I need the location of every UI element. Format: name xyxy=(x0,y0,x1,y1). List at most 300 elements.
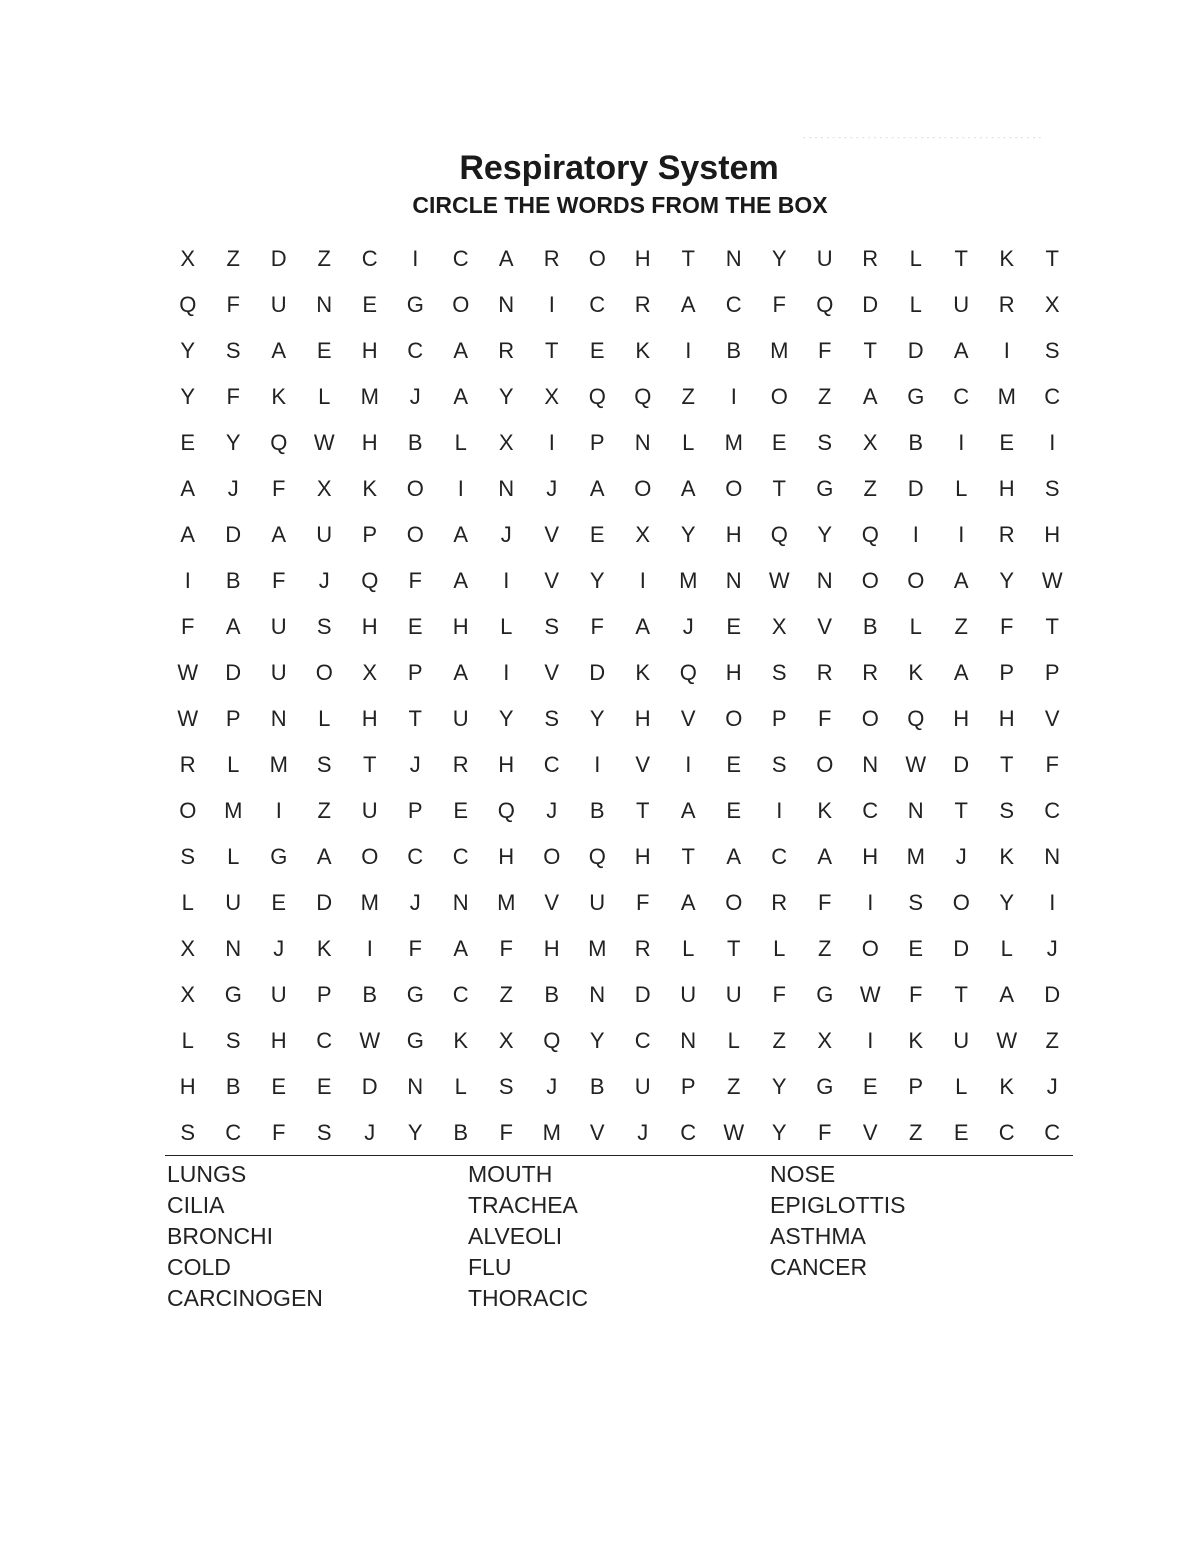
grid-letter[interactable]: F xyxy=(499,1120,513,1145)
grid-letter[interactable]: W xyxy=(359,1028,381,1053)
grid-letter[interactable]: V xyxy=(680,706,696,731)
grid-letter[interactable]: K xyxy=(908,1028,924,1053)
grid-letter[interactable]: O xyxy=(406,522,424,547)
grid-letter[interactable]: F xyxy=(818,706,832,731)
grid-letter[interactable]: P xyxy=(407,660,423,685)
grid-letter[interactable]: L xyxy=(318,706,331,731)
grid-letter[interactable]: H xyxy=(862,844,879,869)
grid-letter[interactable]: W xyxy=(905,752,927,777)
grid-letter[interactable]: H xyxy=(998,476,1015,501)
grid-letter[interactable]: N xyxy=(225,936,242,961)
grid-letter[interactable]: U xyxy=(225,890,242,915)
grid-letter[interactable]: L xyxy=(682,936,695,961)
grid-letter[interactable]: Q xyxy=(770,522,788,547)
grid-letter[interactable]: H xyxy=(179,1074,196,1099)
grid-letter[interactable]: H xyxy=(361,614,378,639)
grid-letter[interactable]: G xyxy=(907,384,925,409)
grid-letter[interactable]: L xyxy=(773,936,786,961)
grid-letter[interactable]: U xyxy=(270,660,287,685)
grid-letter[interactable]: O xyxy=(816,752,834,777)
grid-letter[interactable]: F xyxy=(272,476,286,501)
grid-letter[interactable]: U xyxy=(270,982,287,1007)
grid-letter[interactable]: L xyxy=(909,292,922,317)
grid-letter[interactable]: Q xyxy=(270,430,288,455)
grid-letter[interactable]: C xyxy=(634,1028,651,1053)
grid-letter[interactable]: T xyxy=(954,246,968,271)
grid-letter[interactable]: X xyxy=(771,614,787,639)
grid-letter[interactable]: X xyxy=(544,384,560,409)
grid-letter[interactable]: X xyxy=(862,430,878,455)
grid-letter[interactable]: G xyxy=(816,476,834,501)
grid-letter[interactable]: M xyxy=(770,338,789,363)
grid-letter[interactable]: Y xyxy=(498,706,514,731)
grid-letter[interactable]: C xyxy=(407,844,424,869)
grid-letter[interactable]: H xyxy=(725,522,742,547)
grid-letter[interactable]: P xyxy=(225,706,241,731)
grid-letter[interactable]: F xyxy=(408,936,422,961)
grid-letter[interactable]: S xyxy=(771,660,787,685)
grid-letter[interactable]: E xyxy=(726,798,742,823)
grid-letter[interactable]: Z xyxy=(863,476,877,501)
grid-letter[interactable]: D xyxy=(953,936,970,961)
grid-letter[interactable]: W xyxy=(723,1120,745,1145)
grid-letter[interactable]: K xyxy=(635,338,651,363)
grid-letter[interactable]: A xyxy=(453,522,469,547)
grid-letter[interactable]: H xyxy=(361,706,378,731)
grid-letter[interactable]: Q xyxy=(816,292,834,317)
grid-letter[interactable]: F xyxy=(772,292,786,317)
grid-letter[interactable]: X xyxy=(362,660,378,685)
grid-letter[interactable]: T xyxy=(681,844,695,869)
grid-letter[interactable]: Z xyxy=(727,1074,741,1099)
grid-letter[interactable]: S xyxy=(225,1028,241,1053)
grid-letter[interactable]: D xyxy=(1044,982,1061,1007)
grid-letter[interactable]: I xyxy=(457,476,464,501)
grid-letter[interactable]: T xyxy=(363,752,377,777)
grid-letter[interactable]: X xyxy=(498,1028,514,1053)
grid-letter[interactable]: D xyxy=(862,292,879,317)
grid-letter[interactable]: A xyxy=(589,476,605,501)
grid-letter[interactable]: G xyxy=(270,844,288,869)
grid-letter[interactable]: L xyxy=(500,614,513,639)
grid-letter[interactable]: Y xyxy=(771,246,787,271)
grid-letter[interactable]: A xyxy=(453,660,469,685)
grid-letter[interactable]: H xyxy=(634,844,651,869)
grid-letter[interactable]: B xyxy=(225,568,241,593)
grid-letter[interactable]: J xyxy=(364,1120,376,1145)
grid-letter[interactable]: L xyxy=(454,430,467,455)
grid-letter[interactable]: V xyxy=(544,568,560,593)
grid-letter[interactable]: X xyxy=(817,1028,833,1053)
grid-letter[interactable]: Q xyxy=(907,706,925,731)
grid-letter[interactable]: Q xyxy=(861,522,879,547)
grid-letter[interactable]: V xyxy=(1044,706,1060,731)
grid-letter[interactable]: Y xyxy=(180,384,196,409)
grid-letter[interactable]: K xyxy=(999,246,1015,271)
grid-letter[interactable]: B xyxy=(862,614,878,639)
grid-letter[interactable]: U xyxy=(361,798,378,823)
grid-letter[interactable]: Y xyxy=(589,568,605,593)
grid-letter[interactable]: J xyxy=(682,614,694,639)
grid-letter[interactable]: I xyxy=(867,1028,874,1053)
grid-letter[interactable]: Q xyxy=(634,384,652,409)
grid-letter[interactable]: S xyxy=(180,844,196,869)
grid-letter[interactable]: N xyxy=(452,890,469,915)
grid-letter[interactable]: T xyxy=(408,706,422,731)
grid-letter[interactable]: V xyxy=(817,614,833,639)
grid-letter[interactable]: I xyxy=(366,936,373,961)
grid-letter[interactable]: S xyxy=(1044,338,1060,363)
grid-letter[interactable]: O xyxy=(179,798,197,823)
grid-letter[interactable]: E xyxy=(271,890,287,915)
grid-letter[interactable]: M xyxy=(588,936,607,961)
grid-letter[interactable]: I xyxy=(730,384,737,409)
grid-letter[interactable]: Z xyxy=(818,384,832,409)
grid-letter[interactable]: M xyxy=(360,890,379,915)
grid-letter[interactable]: A xyxy=(453,384,469,409)
grid-letter[interactable]: B xyxy=(589,798,605,823)
grid-letter[interactable]: C xyxy=(862,798,879,823)
grid-letter[interactable]: N xyxy=(816,568,833,593)
grid-letter[interactable]: C xyxy=(589,292,606,317)
grid-letter[interactable]: I xyxy=(867,890,874,915)
grid-letter[interactable]: Z xyxy=(818,936,832,961)
grid-letter[interactable]: A xyxy=(271,338,287,363)
grid-letter[interactable]: N xyxy=(725,568,742,593)
grid-letter[interactable]: H xyxy=(498,752,515,777)
grid-letter[interactable]: L xyxy=(1000,936,1013,961)
grid-letter[interactable]: A xyxy=(680,292,696,317)
grid-letter[interactable]: Y xyxy=(407,1120,423,1145)
grid-letter[interactable]: Y xyxy=(771,1074,787,1099)
grid-letter[interactable]: X xyxy=(180,982,196,1007)
grid-letter[interactable]: C xyxy=(998,1120,1015,1145)
grid-letter[interactable]: S xyxy=(544,706,560,731)
grid-letter[interactable]: G xyxy=(816,982,834,1007)
grid-letter[interactable]: F xyxy=(590,614,604,639)
grid-letter[interactable]: F xyxy=(181,614,195,639)
grid-letter[interactable]: A xyxy=(316,844,332,869)
grid-letter[interactable]: R xyxy=(179,752,196,777)
grid-letter[interactable]: F xyxy=(636,890,650,915)
grid-letter[interactable]: F xyxy=(226,292,240,317)
grid-letter[interactable]: L xyxy=(227,844,240,869)
grid-letter[interactable]: E xyxy=(407,614,423,639)
grid-letter[interactable]: Z xyxy=(681,384,695,409)
grid-letter[interactable]: S xyxy=(544,614,560,639)
grid-letter[interactable]: O xyxy=(452,292,470,317)
grid-letter[interactable]: O xyxy=(952,890,970,915)
grid-letter[interactable]: J xyxy=(637,1120,649,1145)
grid-letter[interactable]: D xyxy=(589,660,606,685)
grid-letter[interactable]: U xyxy=(270,614,287,639)
grid-letter[interactable]: U xyxy=(270,292,287,317)
grid-letter[interactable]: B xyxy=(726,338,742,363)
grid-letter[interactable]: K xyxy=(316,936,332,961)
grid-letter[interactable]: Q xyxy=(588,384,606,409)
grid-letter[interactable]: O xyxy=(588,246,606,271)
grid-letter[interactable]: Q xyxy=(179,292,197,317)
grid-letter[interactable]: I xyxy=(412,246,419,271)
grid-letter[interactable]: A xyxy=(180,476,196,501)
grid-letter[interactable]: I xyxy=(503,660,510,685)
grid-letter[interactable]: S xyxy=(817,430,833,455)
grid-letter[interactable]: W xyxy=(768,568,790,593)
grid-letter[interactable]: T xyxy=(954,798,968,823)
grid-letter[interactable]: C xyxy=(1044,1120,1061,1145)
grid-letter[interactable]: T xyxy=(1000,752,1014,777)
grid-letter[interactable]: S xyxy=(225,338,241,363)
grid-letter[interactable]: G xyxy=(406,292,424,317)
grid-letter[interactable]: J xyxy=(1046,936,1058,961)
grid-letter[interactable]: R xyxy=(452,752,469,777)
grid-letter[interactable]: H xyxy=(953,706,970,731)
grid-letter[interactable]: C xyxy=(361,246,378,271)
grid-letter[interactable]: O xyxy=(543,844,561,869)
grid-letter[interactable]: N xyxy=(498,476,515,501)
grid-letter[interactable]: A xyxy=(953,338,969,363)
grid-letter[interactable]: R xyxy=(998,292,1015,317)
grid-letter[interactable]: W xyxy=(177,660,199,685)
grid-letter[interactable]: W xyxy=(996,1028,1018,1053)
grid-letter[interactable]: V xyxy=(635,752,651,777)
grid-letter[interactable]: C xyxy=(316,1028,333,1053)
grid-letter[interactable]: P xyxy=(1044,660,1060,685)
grid-letter[interactable]: D xyxy=(225,522,242,547)
grid-letter[interactable]: E xyxy=(271,1074,287,1099)
grid-letter[interactable]: A xyxy=(680,890,696,915)
grid-letter[interactable]: V xyxy=(589,1120,605,1145)
grid-letter[interactable]: M xyxy=(224,798,243,823)
grid-letter[interactable]: D xyxy=(907,338,924,363)
grid-letter[interactable]: N xyxy=(589,982,606,1007)
grid-letter[interactable]: D xyxy=(316,890,333,915)
grid-letter[interactable]: B xyxy=(225,1074,241,1099)
grid-letter[interactable]: C xyxy=(452,982,469,1007)
grid-letter[interactable]: L xyxy=(955,476,968,501)
grid-letter[interactable]: F xyxy=(226,384,240,409)
grid-letter[interactable]: X xyxy=(180,936,196,961)
grid-letter[interactable]: Y xyxy=(771,1120,787,1145)
grid-letter[interactable]: I xyxy=(639,568,646,593)
grid-letter[interactable]: S xyxy=(316,752,332,777)
grid-letter[interactable]: B xyxy=(908,430,924,455)
grid-letter[interactable]: A xyxy=(453,338,469,363)
grid-letter[interactable]: M xyxy=(724,430,743,455)
grid-letter[interactable]: W xyxy=(313,430,335,455)
grid-letter[interactable]: L xyxy=(227,752,240,777)
grid-letter[interactable]: S xyxy=(771,752,787,777)
grid-letter[interactable]: A xyxy=(453,936,469,961)
grid-letter[interactable]: A xyxy=(680,798,696,823)
grid-letter[interactable]: L xyxy=(181,1028,194,1053)
grid-letter[interactable]: S xyxy=(316,1120,332,1145)
grid-letter[interactable]: R xyxy=(634,292,651,317)
grid-letter[interactable]: S xyxy=(180,1120,196,1145)
grid-letter[interactable]: D xyxy=(225,660,242,685)
grid-letter[interactable]: F xyxy=(499,936,513,961)
grid-letter[interactable]: L xyxy=(454,1074,467,1099)
grid-letter[interactable]: H xyxy=(270,1028,287,1053)
grid-letter[interactable]: J xyxy=(318,568,330,593)
grid-letter[interactable]: I xyxy=(1049,890,1056,915)
grid-letter[interactable]: L xyxy=(318,384,331,409)
grid-letter[interactable]: A xyxy=(453,568,469,593)
grid-letter[interactable]: H xyxy=(543,936,560,961)
grid-letter[interactable]: J xyxy=(409,890,421,915)
grid-letter[interactable]: R xyxy=(543,246,560,271)
grid-letter[interactable]: O xyxy=(770,384,788,409)
grid-letter[interactable]: N xyxy=(634,430,651,455)
grid-letter[interactable]: O xyxy=(315,660,333,685)
grid-letter[interactable]: U xyxy=(953,292,970,317)
grid-letter[interactable]: H xyxy=(452,614,469,639)
grid-letter[interactable]: Y xyxy=(817,522,833,547)
grid-letter[interactable]: C xyxy=(953,384,970,409)
grid-letter[interactable]: E xyxy=(316,1074,332,1099)
grid-letter[interactable]: Y xyxy=(589,1028,605,1053)
grid-letter[interactable]: R xyxy=(816,660,833,685)
grid-letter[interactable]: A xyxy=(726,844,742,869)
grid-letter[interactable]: N xyxy=(907,798,924,823)
grid-letter[interactable]: I xyxy=(958,430,965,455)
grid-letter[interactable]: T xyxy=(1045,614,1059,639)
grid-letter[interactable]: U xyxy=(816,246,833,271)
grid-letter[interactable]: A xyxy=(271,522,287,547)
grid-letter[interactable]: L xyxy=(909,614,922,639)
grid-letter[interactable]: N xyxy=(316,292,333,317)
grid-letter[interactable]: L xyxy=(727,1028,740,1053)
grid-letter[interactable]: O xyxy=(725,476,743,501)
grid-letter[interactable]: K xyxy=(817,798,833,823)
grid-letter[interactable]: Q xyxy=(361,568,379,593)
grid-letter[interactable]: O xyxy=(725,706,743,731)
grid-letter[interactable]: W xyxy=(859,982,881,1007)
grid-letter[interactable]: I xyxy=(685,338,692,363)
grid-letter[interactable]: X xyxy=(635,522,651,547)
grid-letter[interactable]: F xyxy=(818,890,832,915)
grid-letter[interactable]: M xyxy=(906,844,925,869)
grid-letter[interactable]: M xyxy=(269,752,288,777)
grid-letter[interactable]: U xyxy=(452,706,469,731)
grid-letter[interactable]: K xyxy=(271,384,287,409)
grid-letter[interactable]: I xyxy=(184,568,191,593)
grid-letter[interactable]: T xyxy=(681,246,695,271)
grid-letter[interactable]: R xyxy=(862,246,879,271)
grid-letter[interactable]: Y xyxy=(999,568,1015,593)
grid-letter[interactable]: E xyxy=(908,936,924,961)
grid-letter[interactable]: D xyxy=(270,246,287,271)
grid-letter[interactable]: N xyxy=(498,292,515,317)
grid-letter[interactable]: Z xyxy=(317,798,331,823)
grid-letter[interactable]: W xyxy=(1041,568,1063,593)
grid-letter[interactable]: H xyxy=(1044,522,1061,547)
grid-letter[interactable]: P xyxy=(407,798,423,823)
grid-letter[interactable]: Y xyxy=(498,384,514,409)
grid-letter[interactable]: C xyxy=(543,752,560,777)
grid-letter[interactable]: Z xyxy=(1045,1028,1059,1053)
grid-letter[interactable]: U xyxy=(316,522,333,547)
grid-letter[interactable]: H xyxy=(498,844,515,869)
grid-letter[interactable]: M xyxy=(497,890,516,915)
grid-letter[interactable]: C xyxy=(771,844,788,869)
grid-letter[interactable]: J xyxy=(409,752,421,777)
grid-letter[interactable]: C xyxy=(407,338,424,363)
grid-letter[interactable]: X xyxy=(316,476,332,501)
grid-letter[interactable]: P xyxy=(589,430,605,455)
grid-letter[interactable]: E xyxy=(589,338,605,363)
grid-letter[interactable]: U xyxy=(953,1028,970,1053)
grid-letter[interactable]: H xyxy=(998,706,1015,731)
grid-letter[interactable]: Q xyxy=(497,798,515,823)
grid-letter[interactable]: I xyxy=(958,522,965,547)
grid-letter[interactable]: V xyxy=(862,1120,878,1145)
grid-letter[interactable]: C xyxy=(1044,798,1061,823)
grid-letter[interactable]: D xyxy=(634,982,651,1007)
grid-letter[interactable]: A xyxy=(862,384,878,409)
grid-letter[interactable]: N xyxy=(407,1074,424,1099)
grid-letter[interactable]: E xyxy=(589,522,605,547)
grid-letter[interactable]: B xyxy=(544,982,560,1007)
grid-letter[interactable]: G xyxy=(406,982,424,1007)
grid-letter[interactable]: T xyxy=(954,982,968,1007)
grid-letter[interactable]: C xyxy=(452,246,469,271)
grid-letter[interactable]: Z xyxy=(954,614,968,639)
grid-letter[interactable]: B xyxy=(589,1074,605,1099)
grid-letter[interactable]: T xyxy=(636,798,650,823)
grid-letter[interactable]: C xyxy=(725,292,742,317)
grid-letter[interactable]: A xyxy=(953,660,969,685)
grid-letter[interactable]: N xyxy=(270,706,287,731)
grid-letter[interactable]: J xyxy=(227,476,239,501)
grid-letter[interactable]: I xyxy=(548,292,555,317)
grid-letter[interactable]: A xyxy=(817,844,833,869)
grid-letter[interactable]: B xyxy=(362,982,378,1007)
grid-letter[interactable]: G xyxy=(816,1074,834,1099)
grid-letter[interactable]: E xyxy=(726,614,742,639)
grid-letter[interactable]: U xyxy=(634,1074,651,1099)
grid-letter[interactable]: F xyxy=(818,338,832,363)
grid-letter[interactable]: N xyxy=(725,246,742,271)
grid-letter[interactable]: T xyxy=(863,338,877,363)
grid-letter[interactable]: M xyxy=(360,384,379,409)
grid-letter[interactable]: A xyxy=(680,476,696,501)
grid-letter[interactable]: O xyxy=(861,568,879,593)
grid-letter[interactable]: J xyxy=(500,522,512,547)
grid-letter[interactable]: X xyxy=(180,246,196,271)
grid-letter[interactable]: X xyxy=(498,430,514,455)
grid-letter[interactable]: X xyxy=(1044,292,1060,317)
grid-letter[interactable]: L xyxy=(955,1074,968,1099)
grid-letter[interactable]: V xyxy=(544,660,560,685)
grid-letter[interactable]: H xyxy=(725,660,742,685)
grid-letter[interactable]: Y xyxy=(180,338,196,363)
grid-letter[interactable]: F xyxy=(818,1120,832,1145)
grid-letter[interactable]: K xyxy=(999,844,1015,869)
grid-letter[interactable]: O xyxy=(861,936,879,961)
grid-letter[interactable]: I xyxy=(594,752,601,777)
grid-letter[interactable]: Q xyxy=(543,1028,561,1053)
grid-letter[interactable]: W xyxy=(177,706,199,731)
grid-letter[interactable]: J xyxy=(273,936,285,961)
grid-letter[interactable]: I xyxy=(1049,430,1056,455)
grid-letter[interactable]: I xyxy=(275,798,282,823)
grid-letter[interactable]: F xyxy=(272,1120,286,1145)
grid-letter[interactable]: F xyxy=(1000,614,1014,639)
grid-letter[interactable]: K xyxy=(362,476,378,501)
grid-letter[interactable]: N xyxy=(680,1028,697,1053)
grid-letter[interactable]: L xyxy=(909,246,922,271)
